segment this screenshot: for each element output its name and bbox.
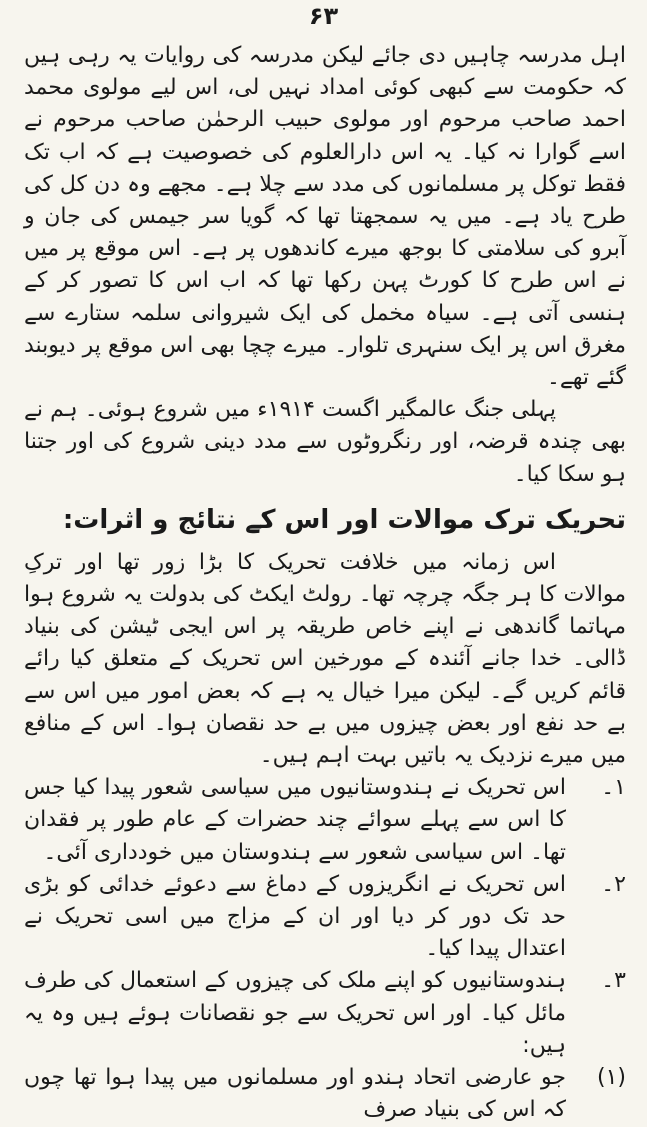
body-text (24, 40, 626, 1127)
paragraph-2: پہلی جنگ عالمگیر اگست ۱۹۱۴ء میں شروع ہوئی۔ ہم نے بھی چندہ قرضہ، اور رنگروٹوں سے مدد دینی شروع کی اور جتنا ہو سکا کیا۔ (24, 397, 626, 487)
page-number: ۶۳ (308, 2, 339, 30)
list-item-text: اس تحریک نے انگریزوں کے دماغ سے دعوئے خدائی کو بڑی حد تک دور کر دیا اور ان کے مزاج میں اسی تحریک نے اعتدال پیدا کیا۔ (24, 871, 566, 962)
list-item-number: (۱) (596, 1065, 626, 1091)
list-item-2 (24, 869, 626, 966)
list-item-number: ۲۔ (601, 871, 626, 897)
paragraph-1: اہل مدرسہ چاہیں دی جائے لیکن مدرسہ کی روایات یہ رہی ہیں کہ حکومت سے کبھی کوئی امداد نہیں لی، اس لیے مولوی محمد احمد صاحب مرحوم اور مولوی حبیب الرحمٰن صاحب مرحوم نے اسے گوارا نہ کیا۔ یہ اس دارالعلوم کی خصوصیت ہے کہ اب تک فقط توکل پر مسلمانوں کی مدد سے چلا ہے۔ مجھے وہ دن کل کی طرح یاد ہے۔ میں یہ سمجھتا تھا کہ گویا سر جیمس کی جان و آبرو کی سلامتی کا بوجھ میرے کاندھوں پر ہے۔ اس موقع پر میں نے اس طرح کا کورٹ پہن رکھا تھا کہ اب اس کا تصور کر کے ہنسی آتی ہے۔ سیاہ مخمل کی ایک شیروانی سلمہ ستارے سے مغرق اس پر ایک سنہری تلوار۔ میرے چچا بھی اس موقع پر دیوبند گئے تھے۔ (24, 43, 626, 391)
list-item-3 (24, 965, 626, 1062)
list-item-1 (24, 772, 626, 869)
list-item-text: ہندوستانیوں کو اپنے ملک کی چیزوں کے استعمال کی طرف مائل کیا۔ اور اس تحریک سے جو نقصانات ہوئے ہیں وہ یہ ہیں: (24, 968, 566, 1058)
section-heading: تحریک ترک موالات اور اس کے نتائج و اثرات: (62, 504, 626, 535)
list-item-4 (24, 1062, 626, 1126)
paragraph-3: اس زمانہ میں خلافت تحریک کا بڑا زور تھا اور ترکِ موالات کا ہر جگہ چرچہ تھا۔ رولٹ ایکٹ کی بدولت یہ شروع ہوا مہاتما گاندھی نے اپنے خاص طریقہ پر اس ایجی ٹیشن کی بنیاد ڈالی۔ خدا جانے آئندہ کے مورخین اس تحریک کے متعلق کیا رائے قائم کریں گے۔ لیکن میرا خیال یہ ہے کہ بعض امور میں اس سے بے حد نفع اور بعض چیزوں میں بے حد نقصان ہوا۔ اس کے منافع میں میرے نزدیک یہ باتیں بہت اہم ہیں۔ (24, 549, 626, 769)
list-item-number: ۱۔ (601, 775, 626, 801)
list-item-text: جو عارضی اتحاد ہندو اور مسلمانوں میں پیدا ہوا تھا چوں کہ اس کی بنیاد صرف (24, 1065, 566, 1123)
list-item-number: ۳۔ (601, 968, 626, 994)
list-item-text: اس تحریک نے ہندوستانیوں میں سیاسی شعور پیدا کیا جس کا اس سے پہلے سوائے چند حضرات کے عام طور پر فقدان تھا۔ اس سیاسی شعور سے ہندوستان میں خودداری آئی۔ (24, 775, 566, 865)
